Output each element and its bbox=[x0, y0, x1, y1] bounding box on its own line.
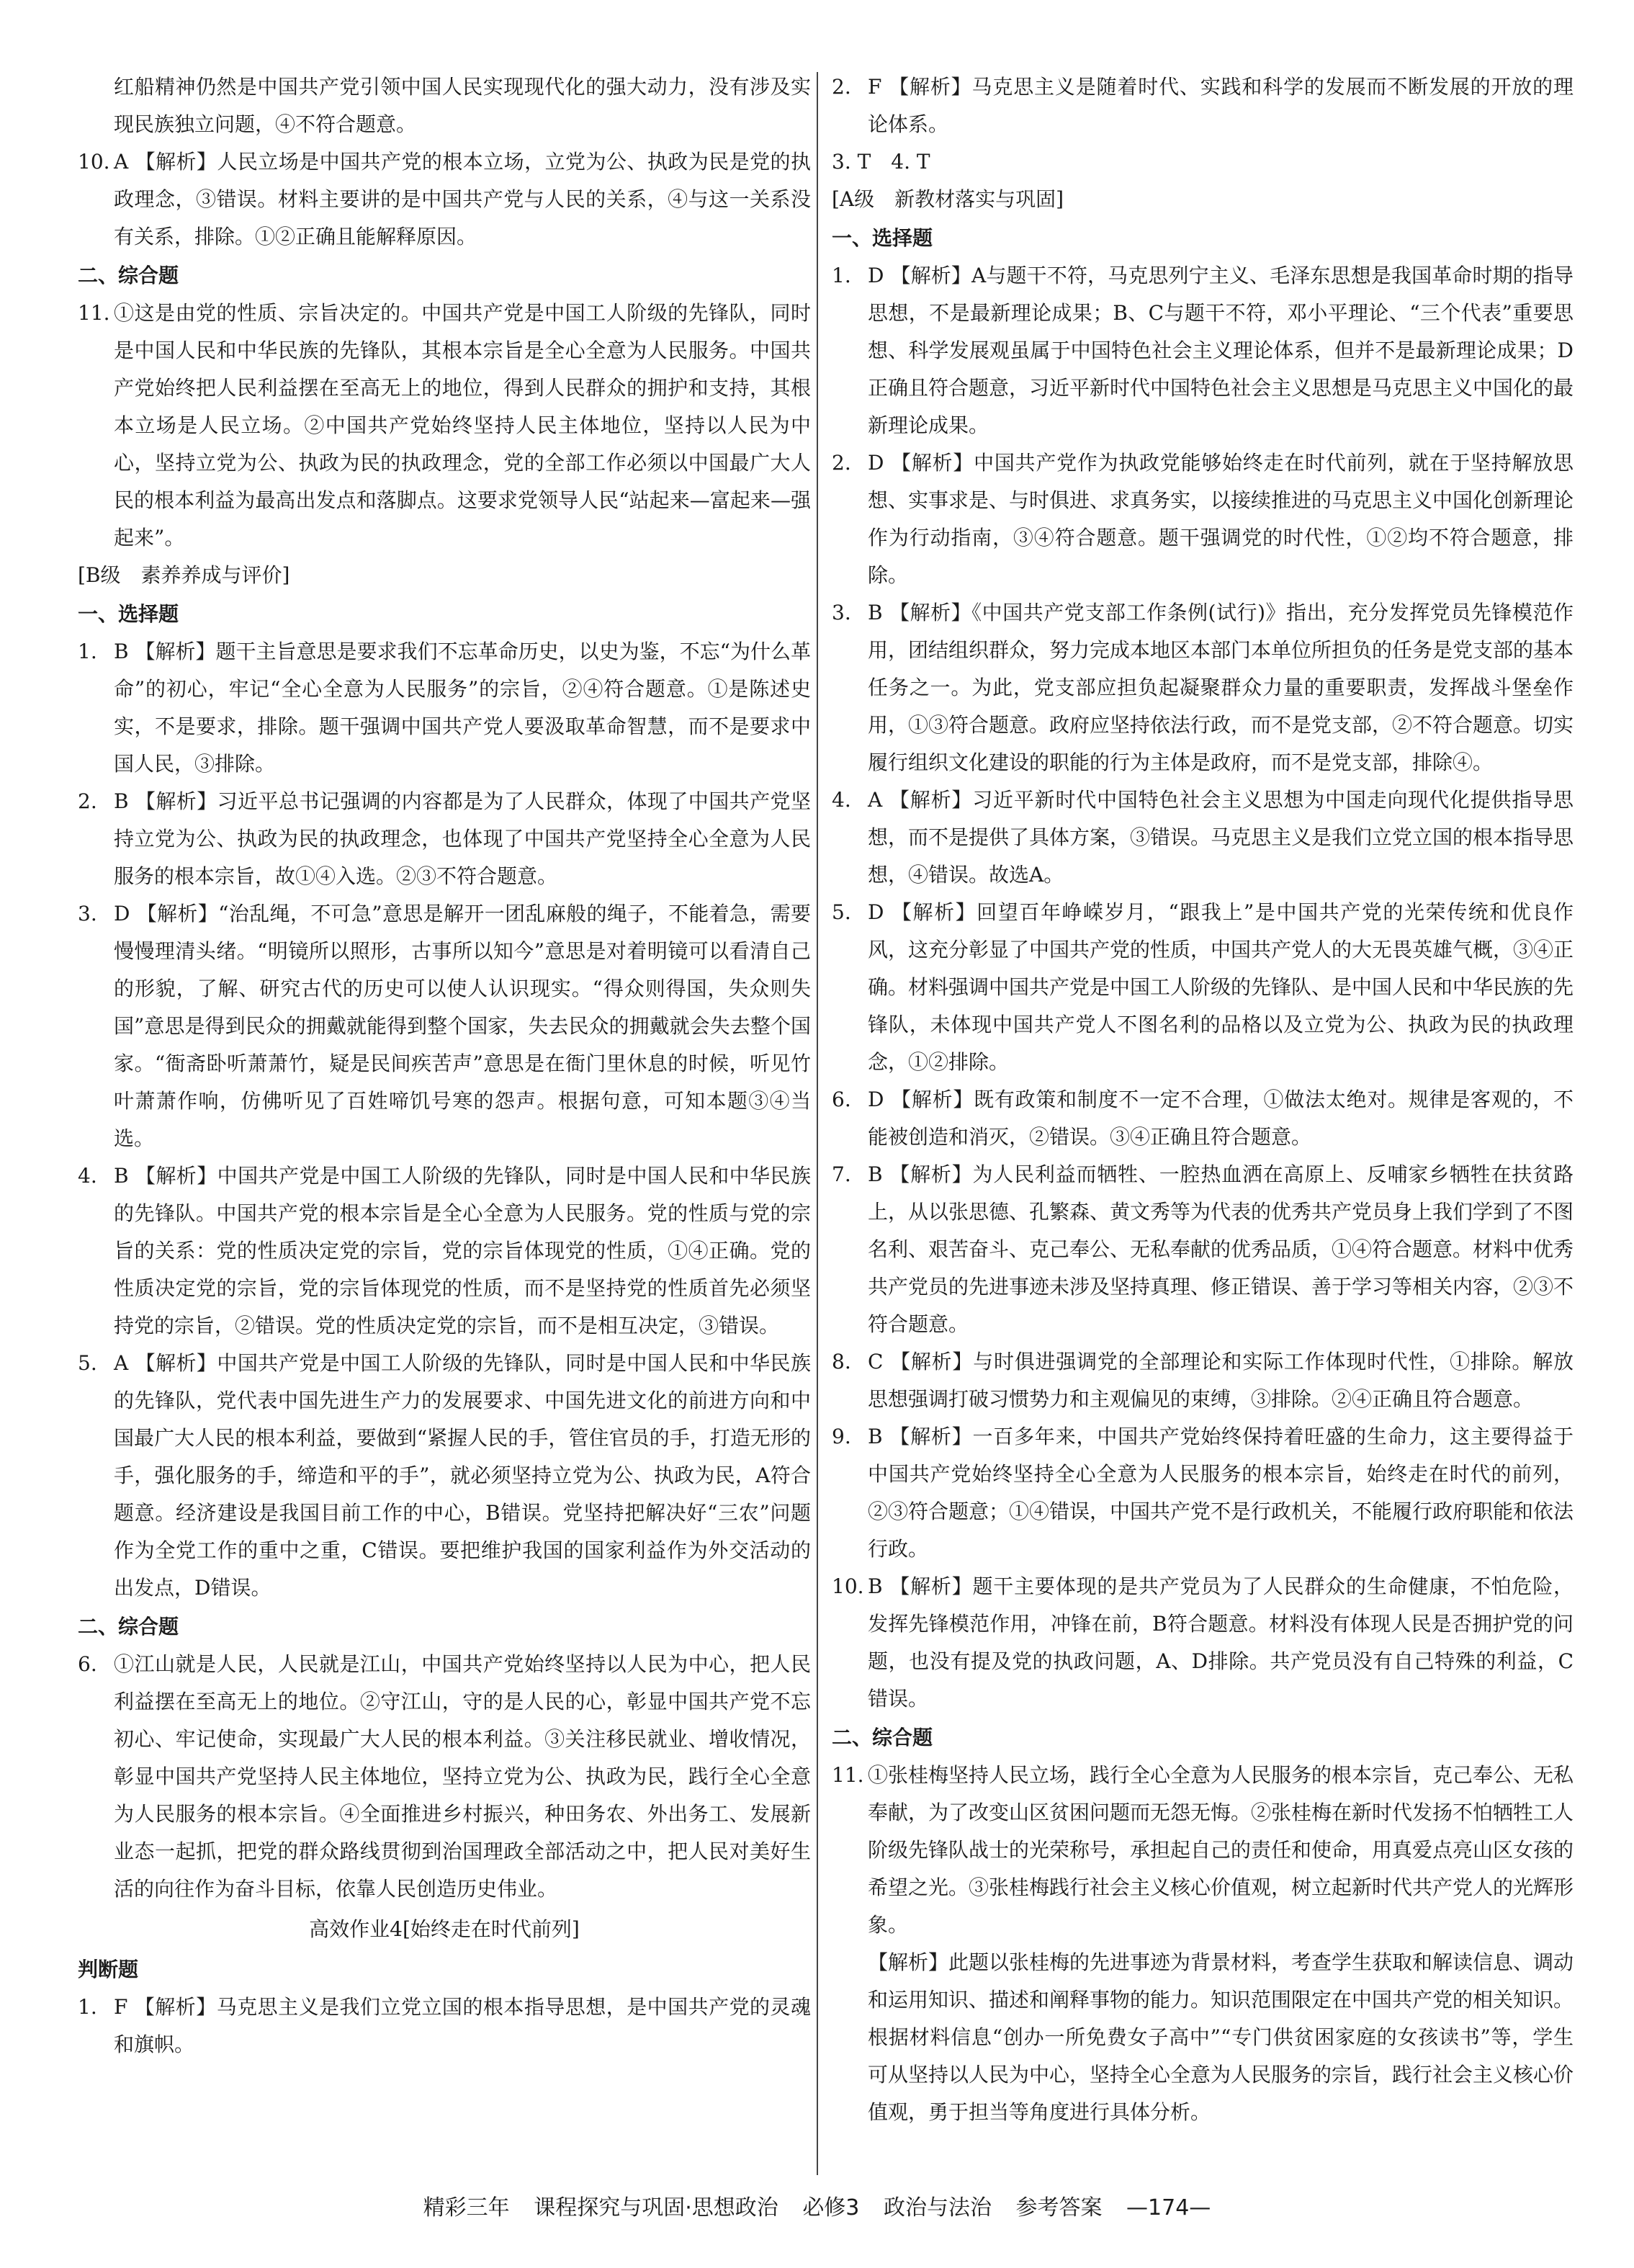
answer-text: B 【解析】中国共产党是中国工人阶级的先锋队，同时是中国人民和中华民族的先锋队。中国共产党的根本宗旨是全心全意为人民服务。党的性质与党的宗旨的关系：党的性质决定党的宗旨，党的宗旨体现党的性质，①④正确。党的性质决定党的宗旨，党的宗旨体现党的性质，而不是坚持党的性质首先必须坚持党的宗旨，②错误。党的性质决定党的宗旨，而不是相互决定，③错误。 bbox=[114, 1164, 811, 1337]
section-heading: 一、选择题 bbox=[832, 226, 933, 250]
answer-number: 11. bbox=[78, 301, 110, 325]
answer-text: ①这是由党的性质、宗旨决定的。中国共产党是中国工人阶级的先锋队，同时是中国人民和中华民族的先锋队，其根本宗旨是全心全意为人民服务。中国共产党始终把人民利益摆在至高无上的地位，得到人民群众的拥护和支持，其根本立场是人民立场。②中国共产党始终坚持人民主体地位，坚持以人民为中心，坚持立党为公、执政为民的执政理念，党的全部工作必须以中国最广大人民的根本利益为最高出发点和落脚点。这要求党领导人民“站起来—富起来—强起来”。 bbox=[114, 301, 811, 550]
level-heading: [B级 素养养成与评价] bbox=[78, 563, 290, 587]
answer-item bbox=[78, 1989, 811, 2063]
left-column bbox=[78, 68, 811, 2063]
answer-number: 2. bbox=[78, 789, 97, 813]
answer-text: D 【解析】既有政策和制度不一定不合理，①做法太绝对。规律是客观的，不能被创造和消灭，②错误。③④正确且符合题意。 bbox=[868, 1088, 1574, 1149]
answer-text: B 【解析】为人民利益而牺牲、一腔热血洒在高原上、反哺家乡牺牲在扶贫路上，从以张思德、孔繁森、黄文秀等为代表的优秀共产党员身上我们学到了不图名利、艰苦奋斗、克己奉公、无私奉献的优秀品质，①④符合题意。材料中优秀共产党员的先进事迹未涉及坚持真理、修正错误、善于学习等相关内容，②③不符合题意。 bbox=[868, 1162, 1574, 1336]
answer-number: 8. bbox=[832, 1350, 851, 1373]
answer-number: 1. bbox=[78, 1995, 97, 2019]
answer-number: 2. bbox=[832, 75, 851, 99]
answer-item bbox=[832, 1343, 1574, 1418]
answer-number: 5. bbox=[78, 1351, 97, 1375]
answer-number: 6. bbox=[832, 1088, 851, 1111]
answer-item bbox=[832, 444, 1574, 594]
answer-item bbox=[78, 295, 811, 557]
answer-text: A 【解析】习近平新时代中国特色社会主义思想为中国走向现代化提供指导思想，而不是提供了具体方案，③错误。马克思主义是我们立党立国的根本指导思想，④错误。故选A。 bbox=[868, 788, 1574, 887]
answer-number: 2. bbox=[832, 451, 851, 475]
answer-text: A 【解析】人民立场是中国共产党的根本立场，立党为公、执政为民是党的执政理念，③错误。材料主要讲的是中国共产党与人民的关系，④与这一关系没有关系，排除。①②正确且能解释原因。 bbox=[114, 150, 811, 248]
section-heading: 二、综合题 bbox=[78, 1615, 179, 1639]
answer-item bbox=[78, 1157, 811, 1345]
column-divider bbox=[817, 72, 818, 2175]
answer-text: C 【解析】与时俱进强调党的全部理论和实际工作体现时代性，①排除。解放思想强调打破习惯势力和主观偏见的束缚，③排除。②④正确且符合题意。 bbox=[868, 1350, 1574, 1411]
answer-number: 4. bbox=[832, 788, 851, 812]
answer-text: D 【解析】回望百年峥嵘岁月，“跟我上”是中国共产党的光荣传统和优良作风，这充分彰显了中国共产党的性质，中国共产党人的大无畏英雄气概，③④正确。材料强调中国共产党是中国工人阶级的先锋队、是中国人民和中华民族的先锋队，未体现中国共产党人不图名利的品格以及立党为公、执政为民的执政理念，①②排除。 bbox=[868, 900, 1574, 1074]
answer-text: F 【解析】马克思主义是随着时代、实践和科学的发展而不断发展的开放的理论体系。 bbox=[868, 75, 1574, 136]
answer-item bbox=[78, 1345, 811, 1607]
answer-item bbox=[832, 1757, 1574, 1944]
paragraph: 【解析】此题以张桂梅的先进事迹为背景材料，考查学生获取和解读信息、调动和运用知识、描述和阐释事物的能力。知识范围限定在中国共产党的相关知识。根据材料信息“创办一所免费女子高中”“专门供贫困家庭的女孩读书”等，学生可从坚持以人民为中心，坚持全心全意为人民服务的宗旨，践行社会主义核心价值观，勇于担当等角度进行具体分析。 bbox=[868, 1950, 1574, 2124]
footer-section: 参考答案 bbox=[1015, 2195, 1103, 2220]
answer-item bbox=[832, 594, 1574, 781]
answer-text: B 【解析】一百多年来，中国共产党始终保持着旺盛的生命力，这主要得益于中国共产党始终坚持全心全意为人民服务的根本宗旨，始终走在时代的前列，②③符合题意；①④错误，中国共产党不是行政机关，不能履行政府职能和依法行政。 bbox=[868, 1425, 1574, 1561]
answer-item bbox=[832, 1081, 1574, 1156]
section-heading: 一、选择题 bbox=[78, 602, 179, 626]
answer-text: D 【解析】中国共产党作为执政党能够始终走在时代前列，就在于坚持解放思想、实事求是、与时俱进、求真务实，以接续推进的马克思主义中国化创新理论作为行动指南，③④符合题意。题干强调党的时代性，①②均不符合题意，排除。 bbox=[868, 451, 1574, 587]
answer-text: ①江山就是人民，人民就是江山，中国共产党始终坚持以人民为中心，把人民利益摆在至高无上的地位。②守江山，守的是人民的心，彰显中国共产党不忘初心、牢记使命，实现最广大人民的根本利益。③关注移民就业、增收情况，彰显中国共产党坚持人民主体地位，坚持立党为公、执政为民，践行全心全意为人民服务的根本宗旨。④全面推进乡村振兴，种田务农、外出务工、发展新业态一起抓，把党的群众路线贯彻到治国理政全部活动之中，把人民对美好生活的向往作为奋斗目标，依靠人民创造历史伟业。 bbox=[114, 1652, 811, 1901]
answer-item bbox=[78, 633, 811, 783]
answer-text: D 【解析】“治乱绳，不可急”意思是解开一团乱麻般的绳子，不能着急，需要慢慢理清头绪。“明镜所以照形，古事所以知今”意思是对着明镜可以看清自己的形貌，了解、研究古代的历史可以使人认识现实。“得众则得国，失众则失国”意思是得到民众的拥戴就能得到整个国家，失去民众的拥戴就会失去整个国家。“衙斋卧听萧萧竹，疑是民间疾苦声”意思是在衙门里休息的时候，听见竹叶萧萧作响，仿佛听见了百姓啼饥号寒的怨声。根据句意，可知本题③④当选。 bbox=[114, 902, 811, 1150]
answer-number: 11. bbox=[832, 1763, 864, 1787]
answer-number: 6. bbox=[78, 1652, 97, 1676]
answer-text: B 【解析】《中国共产党支部工作条例(试行)》指出，充分发挥党员先锋模范作用，团结组织群众，努力完成本地区本部门本单位所担负的任务是党支部的基本任务之一。为此，党支部应担负起凝聚群众力量的重要职责，发挥战斗堡垒作用，①③符合题意。政府应坚持依法行政，而不是党支部，②不符合题意。切实履行组织文化建设的职能的行为主体是政府，而不是党支部，排除④。 bbox=[868, 601, 1574, 774]
answer-number: 3. bbox=[832, 601, 851, 624]
level-heading: [A级 新教材落实与巩固] bbox=[832, 187, 1064, 211]
footer-book: 课程探究与巩固·思想政治 bbox=[534, 2195, 778, 2220]
answer-text: B 【解析】题干主要体现的是共产党员为了人民群众的生命健康，不怕危险，发挥先锋模范作用，冲锋在前，B符合题意。材料没有体现人民是否拥护党的问题，也没有提及党的执政问题，A、D排除。共产党员没有自己特殊的利益，C错误。 bbox=[868, 1574, 1574, 1711]
answer-number: 10. bbox=[78, 150, 110, 174]
answer-number: 7. bbox=[832, 1162, 851, 1186]
right-column bbox=[832, 68, 1574, 2131]
answer-item bbox=[78, 143, 811, 256]
paragraph: 红船精神仍然是中国共产党引领中国人民实现现代化的强大动力，没有涉及实现民族独立问题，④不符合题意。 bbox=[114, 75, 811, 136]
footer-volume: 必修3 bbox=[802, 2195, 860, 2220]
section-heading: 二、综合题 bbox=[78, 264, 179, 287]
page-number: —174— bbox=[1126, 2195, 1211, 2220]
answer-item bbox=[832, 257, 1574, 444]
answer-item bbox=[832, 1568, 1574, 1718]
answer-item bbox=[832, 1156, 1574, 1343]
answer-text: A 【解析】中国共产党是中国工人阶级的先锋队，同时是中国人民和中华民族的先锋队，党代表中国先进生产力的发展要求、中国先进文化的前进方向和中国最广大人民的根本利益，要做到“紧握人民的手，管住官员的手，打造无形的手，强化服务的手，缔造和平的手”，就必须坚持立党为公、执政为民，A符合题意。经济建设是我国目前工作的中心，B错误。党坚持把解决好“三农”问题作为全党工作的重中之重，C错误。要把维护我国的国家利益作为外交活动的出发点，D错误。 bbox=[114, 1351, 811, 1600]
footer-series: 精彩三年 bbox=[423, 2195, 510, 2220]
answer-item bbox=[78, 783, 811, 895]
answer-number: 9. bbox=[832, 1425, 851, 1448]
section-heading: 判断题 bbox=[78, 1958, 139, 1981]
answer-item bbox=[832, 781, 1574, 894]
footer-subject: 政治与法治 bbox=[883, 2195, 992, 2220]
answer-item bbox=[832, 894, 1574, 1081]
answer-number: 5. bbox=[832, 900, 851, 924]
section-heading: 二、综合题 bbox=[832, 1726, 933, 1749]
page-footer bbox=[0, 2189, 1634, 2227]
homework-title: 高效作业4[始终走在时代前列] bbox=[309, 1917, 580, 1941]
answer-text: F 【解析】马克思主义是我们立党立国的根本指导思想，是中国共产党的灵魂和旗帜。 bbox=[114, 1995, 811, 2056]
answer-item bbox=[78, 1646, 811, 1908]
answer-item bbox=[78, 895, 811, 1157]
answer-number: 3. bbox=[78, 902, 97, 925]
answer-number: 1. bbox=[832, 264, 851, 287]
answer-number: 10. bbox=[832, 1574, 864, 1598]
answer-number: 1. bbox=[78, 640, 97, 663]
answer-text: B 【解析】习近平总书记强调的内容都是为了人民群众，体现了中国共产党坚持立党为公、执政为民的执政理念，也体现了中国共产党坚持全心全意为人民服务的根本宗旨，故①④入选。②③不符合题意。 bbox=[114, 789, 811, 888]
answer-text: ①张桂梅坚持人民立场，践行全心全意为人民服务的根本宗旨，克己奉公、无私奉献，为了改变山区贫困问题而无怨无悔。②张桂梅在新时代发扬不怕牺牲工人阶级先锋队战士的光荣称号，承担起自己的责任和使命，用真爱点亮山区女孩的希望之光。③张桂梅践行社会主义核心价值观，树立起新时代共产党人的光辉形象。 bbox=[868, 1763, 1574, 1937]
answer-item bbox=[832, 1418, 1574, 1568]
paragraph: 3. T 4. T bbox=[832, 150, 930, 174]
answer-text: B 【解析】题干主旨意思是要求我们不忘革命历史，以史为鉴，不忘“为什么革命”的初心，牢记“全心全意为人民服务”的宗旨，②④符合题意。①是陈述史实，不是要求，排除。题干强调中国共产党人要汲取革命智慧，而不是要求中国人民，③排除。 bbox=[114, 640, 811, 776]
answer-text: D 【解析】A与题干不符，马克思列宁主义、毛泽东思想是我国革命时期的指导思想，不是最新理论成果；B、C与题干不符，邓小平理论、“三个代表”重要思想、科学发展观虽属于中国特色社会主义理论体系，但并不是最新理论成果；D正确且符合题意，习近平新时代中国特色社会主义思想是马克思主义中国化的最新理论成果。 bbox=[868, 264, 1574, 437]
answer-item bbox=[832, 68, 1574, 143]
answer-number: 4. bbox=[78, 1164, 97, 1188]
